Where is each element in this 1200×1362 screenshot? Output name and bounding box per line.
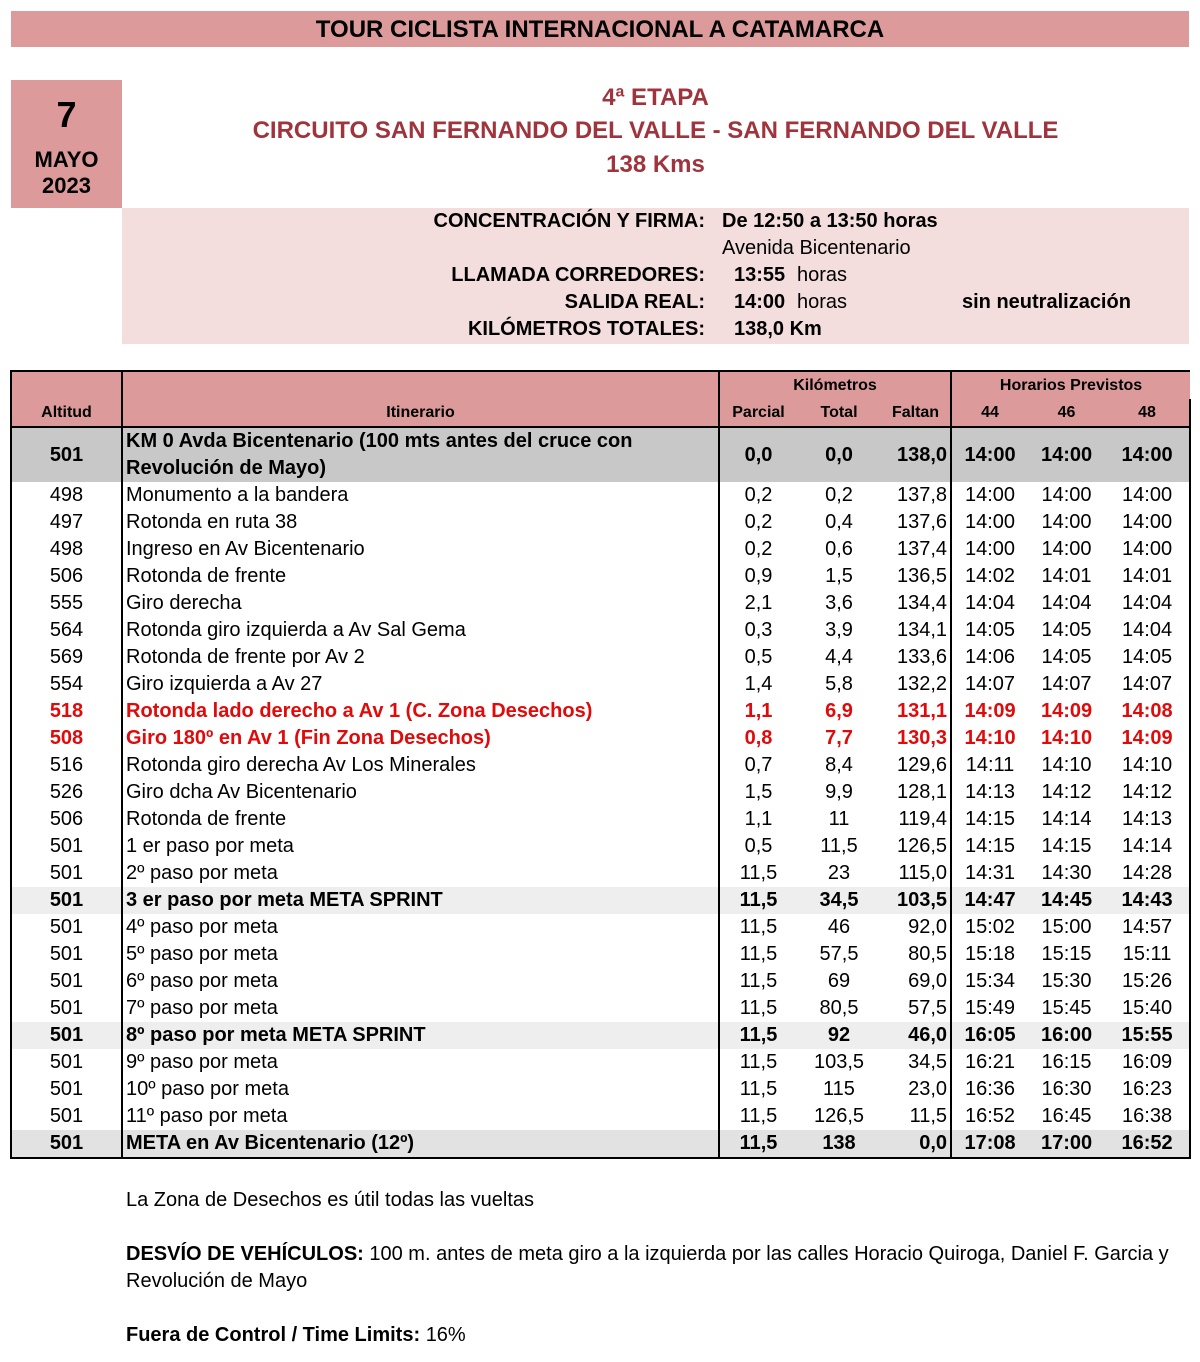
altitude-cell: 501: [11, 1022, 122, 1049]
altitude-cell: 501: [11, 887, 122, 914]
itinerary-cell: Rotonda de frente por Av 2: [122, 644, 719, 671]
time-48-cell: 14:05: [1105, 644, 1190, 671]
remaining-km-cell: 137,8: [881, 482, 951, 509]
partial-km-cell: 11,5: [719, 941, 797, 968]
time-48-cell: 14:08: [1105, 698, 1190, 725]
time-46-cell: 16:45: [1041, 1105, 1092, 1127]
altitude-cell: 501: [11, 968, 122, 995]
header-itinerary-top: [122, 371, 719, 399]
start-time: 14:00: [734, 291, 786, 313]
remaining-km-cell: 46,0: [881, 1022, 951, 1049]
time-48-cell: 14:00: [1105, 536, 1190, 563]
remaining-km-cell: 57,5: [881, 995, 951, 1022]
altitude-cell: 501: [11, 1130, 122, 1158]
remaining-km-cell: 138,0: [881, 427, 951, 482]
total-km-cell: 46: [827, 916, 851, 938]
time-44-cell: 14:11: [951, 752, 1028, 779]
table-row: [11, 563, 1190, 590]
total-km-cell: 7,7: [825, 727, 853, 749]
total-km-cell: 23: [827, 862, 851, 884]
header-total: Total: [797, 399, 881, 427]
itinerary-cell: 1 er paso por meta: [122, 833, 719, 860]
time-44-cell: 14:47: [951, 887, 1028, 914]
header-altitude: Altitud: [11, 399, 122, 427]
remaining-km-cell: 69,0: [881, 968, 951, 995]
time-46-cell: 14:12: [1041, 781, 1092, 803]
header-row-groups: [11, 371, 1190, 399]
remaining-km-cell: 136,5: [881, 563, 951, 590]
remaining-km-cell: 137,6: [881, 509, 951, 536]
table-row: [11, 536, 1190, 563]
table-row: [11, 671, 1190, 698]
time-46-cell: 15:00: [1041, 916, 1092, 938]
itinerary-cell: KM 0 Avda Bicentenario (100 mts antes del cruce con Revolución de Mayo): [122, 427, 719, 482]
partial-km-cell: 0,7: [719, 752, 797, 779]
total-km-cell: 115: [823, 1078, 855, 1100]
altitude-cell: 569: [11, 644, 122, 671]
stage-number: 4ª ETAPA: [602, 84, 709, 111]
altitude-cell: 501: [11, 941, 122, 968]
remaining-km-cell: 137,4: [881, 536, 951, 563]
total-km-cell: 103,5: [813, 1051, 865, 1073]
start-unit: horas: [797, 291, 848, 313]
time-48-cell: 16:09: [1105, 1049, 1190, 1076]
itinerary-cell: Giro dcha Av Bicentenario: [122, 779, 719, 806]
itinerary-cell: 5º paso por meta: [122, 941, 719, 968]
time-48-cell: 14:09: [1105, 725, 1190, 752]
header-speed-44: 44: [951, 399, 1028, 427]
time-44-cell: 14:15: [951, 806, 1028, 833]
partial-km-cell: 0,2: [719, 509, 797, 536]
time-48-cell: 14:00: [1105, 482, 1190, 509]
time-46-cell: 14:10: [1040, 727, 1093, 749]
time-limits-label: Fuera de Control / Time Limits:: [126, 1324, 421, 1346]
table-row: [11, 833, 1190, 860]
total-value: 138,0 Km: [734, 318, 822, 340]
total-label: KILÓMETROS TOTALES:: [467, 318, 705, 340]
partial-km-cell: 11,5: [719, 1103, 797, 1130]
itinerary-cell: 9º paso por meta: [122, 1049, 719, 1076]
remaining-km-cell: 128,1: [881, 779, 951, 806]
partial-km-cell: 11,5: [719, 1049, 797, 1076]
altitude-cell: 497: [11, 509, 122, 536]
stage-distance: 138 Kms: [606, 151, 705, 178]
total-km-cell: 138: [797, 1130, 881, 1158]
table-row: [11, 509, 1190, 536]
stage-info-box: [122, 208, 1189, 344]
partial-km-cell: 0,2: [719, 482, 797, 509]
remaining-km-cell: 34,5: [881, 1049, 951, 1076]
remaining-km-cell: 129,6: [881, 752, 951, 779]
time-46-cell: 14:15: [1041, 835, 1092, 857]
partial-km-cell: 2,1: [719, 590, 797, 617]
time-44-cell: 14:09: [951, 698, 1028, 725]
itinerary-cell: 6º paso por meta: [122, 968, 719, 995]
time-48-cell: 14:57: [1105, 914, 1190, 941]
table-row: [11, 941, 1190, 968]
time-44-cell: 14:04: [951, 590, 1028, 617]
table-row: [11, 725, 1190, 752]
remaining-km-cell: 131,1: [881, 698, 951, 725]
time-44-cell: 14:00: [951, 509, 1028, 536]
remaining-km-cell: 0,0: [881, 1130, 951, 1158]
partial-km-cell: 11,5: [719, 1130, 797, 1158]
time-44-cell: 16:36: [951, 1076, 1028, 1103]
time-48-cell: 16:38: [1105, 1103, 1190, 1130]
altitude-cell: 501: [11, 1076, 122, 1103]
time-48-cell: 14:28: [1105, 860, 1190, 887]
call-unit: horas: [797, 264, 848, 286]
itinerary-cell: META en Av Bicentenario (12º): [122, 1130, 719, 1158]
header-partial: Parcial: [719, 399, 797, 427]
start-label: SALIDA REAL:: [564, 291, 705, 313]
time-44-cell: 14:07: [951, 671, 1028, 698]
partial-km-cell: 11,5: [719, 860, 797, 887]
remaining-km-cell: 126,5: [881, 833, 951, 860]
time-44-cell: 14:31: [951, 860, 1028, 887]
altitude-cell: 506: [11, 806, 122, 833]
partial-km-cell: 11,5: [719, 1022, 797, 1049]
altitude-cell: 501: [11, 1049, 122, 1076]
time-44-cell: 14:02: [951, 563, 1028, 590]
time-44-cell: 14:06: [951, 644, 1028, 671]
partial-km-cell: 11,5: [719, 968, 797, 995]
time-46-cell: 17:00: [1028, 1130, 1105, 1158]
time-46-cell: 14:45: [1028, 887, 1105, 914]
concentration-label: CONCENTRACIÓN Y FIRMA:: [433, 210, 705, 232]
time-44-cell: 14:05: [951, 617, 1028, 644]
total-km-cell: 92: [797, 1022, 881, 1049]
time-limits-note: [126, 1322, 1176, 1349]
time-48-cell: 15:26: [1105, 968, 1190, 995]
partial-km-cell: 0,5: [719, 833, 797, 860]
remaining-km-cell: 80,5: [881, 941, 951, 968]
header-speed-48: 48: [1105, 399, 1190, 427]
remaining-km-cell: 134,4: [881, 590, 951, 617]
total-km-cell: 0,4: [825, 511, 853, 533]
altitude-cell: 518: [11, 698, 122, 725]
detour-text: 100 m. antes de meta giro a la izquierda por las calles Horacio Quiroga, Daniel F. Garcia y Revolución de Mayo: [126, 1243, 1169, 1292]
remaining-km-cell: 92,0: [881, 914, 951, 941]
table-row: [11, 968, 1190, 995]
time-46-cell: 15:15: [1041, 943, 1092, 965]
time-44-cell: 14:00: [951, 427, 1028, 482]
concentration-place: Avenida Bicentenario: [722, 237, 911, 259]
total-km-cell: 0,2: [825, 484, 853, 506]
stage-date: [11, 80, 122, 208]
remaining-km-cell: 130,3: [881, 725, 951, 752]
table-row: [11, 698, 1190, 725]
time-48-cell: 14:04: [1105, 590, 1190, 617]
time-44-cell: 14:15: [951, 833, 1028, 860]
total-km-cell: 57,5: [819, 943, 859, 965]
total-km-cell: 11: [828, 808, 850, 830]
altitude-cell: 526: [11, 779, 122, 806]
total-km-cell: 0,6: [825, 538, 853, 560]
time-44-cell: 14:00: [951, 482, 1028, 509]
altitude-cell: 498: [11, 536, 122, 563]
altitude-cell: 564: [11, 617, 122, 644]
table-row: [11, 1022, 1190, 1049]
itinerary-cell: Rotonda en ruta 38: [122, 509, 719, 536]
total-km-cell: 3,6: [825, 592, 853, 614]
time-46-cell: 15:45: [1041, 997, 1092, 1019]
partial-km-cell: 1,1: [719, 806, 797, 833]
time-44-cell: 15:18: [951, 941, 1028, 968]
altitude-cell: 554: [11, 671, 122, 698]
remaining-km-cell: 23,0: [881, 1076, 951, 1103]
time-46-cell: 14:05: [1041, 619, 1092, 641]
waste-zone-note: La Zona de Desechos es útil todas las vueltas: [126, 1189, 535, 1211]
partial-km-cell: 11,5: [719, 1076, 797, 1103]
total-km-cell: 4,4: [825, 646, 853, 668]
itinerary-rows: [11, 427, 1190, 1158]
total-km-cell: 0,0: [797, 427, 881, 482]
time-48-cell: 15:55: [1105, 1022, 1190, 1049]
table-row: [11, 860, 1190, 887]
table-row: [11, 644, 1190, 671]
itinerary-cell: 4º paso por meta: [122, 914, 719, 941]
partial-km-cell: 11,5: [719, 995, 797, 1022]
partial-km-cell: 11,5: [719, 887, 797, 914]
time-44-cell: 14:13: [951, 779, 1028, 806]
time-48-cell: 16:52: [1105, 1130, 1190, 1158]
stage-route: CIRCUITO SAN FERNANDO DEL VALLE - SAN FERNANDO DEL VALLE: [252, 117, 1059, 144]
detour-note: [126, 1241, 1176, 1295]
time-46-cell: 16:00: [1028, 1022, 1105, 1049]
total-km-cell: 8,4: [825, 754, 853, 776]
remaining-km-cell: 115,0: [881, 860, 951, 887]
time-46-cell: 14:00: [1041, 511, 1092, 533]
partial-km-cell: 1,4: [719, 671, 797, 698]
table-row: [11, 1103, 1190, 1130]
time-44-cell: 16:52: [951, 1103, 1028, 1130]
altitude-cell: 498: [11, 482, 122, 509]
time-46-cell: 14:00: [1041, 538, 1092, 560]
time-limits-value: 16%: [425, 1324, 466, 1346]
itinerary-cell: Ingreso en Av Bicentenario: [122, 536, 719, 563]
remaining-km-cell: 11,5: [881, 1103, 951, 1130]
altitude-cell: 501: [11, 833, 122, 860]
partial-km-cell: 1,1: [719, 698, 797, 725]
partial-km-cell: 1,5: [719, 779, 797, 806]
time-46-cell: 14:01: [1041, 565, 1092, 587]
date-month: MAYO: [34, 147, 99, 172]
header-remaining: Faltan: [881, 399, 951, 427]
header-speed-46: 46: [1028, 399, 1105, 427]
call-time: 13:55: [734, 264, 786, 286]
table-row: [11, 617, 1190, 644]
time-46-cell: 16:15: [1041, 1051, 1092, 1073]
itinerary-cell: 10º paso por meta: [122, 1076, 719, 1103]
itinerary-table: [10, 370, 1191, 1159]
altitude-cell: 501: [11, 860, 122, 887]
time-44-cell: 16:05: [951, 1022, 1028, 1049]
table-row: [11, 590, 1190, 617]
call-label: LLAMADA CORREDORES:: [451, 264, 705, 286]
total-km-cell: 9,9: [825, 781, 853, 803]
concentration-value: De 12:50 a 13:50 horas: [722, 210, 938, 232]
time-48-cell: 14:01: [1105, 563, 1190, 590]
altitude-cell: 501: [11, 995, 122, 1022]
itinerary-cell: Rotonda giro derecha Av Los Minerales: [122, 752, 719, 779]
time-48-cell: 15:11: [1105, 941, 1190, 968]
table-row: [11, 806, 1190, 833]
table-row: [11, 482, 1190, 509]
remaining-km-cell: 133,6: [881, 644, 951, 671]
date-year: 2023: [42, 173, 91, 198]
itinerary-cell: Rotonda lado derecho a Av 1 (C. Zona Desechos): [122, 698, 719, 725]
header-km-group: Kilómetros: [719, 371, 951, 399]
itinerary-cell: 7º paso por meta: [122, 995, 719, 1022]
itinerary-cell: 8º paso por meta META SPRINT: [122, 1022, 719, 1049]
table-row: [11, 752, 1190, 779]
partial-km-cell: 0,0: [719, 427, 797, 482]
itinerary-cell: Rotonda de frente: [122, 563, 719, 590]
altitude-cell: 501: [11, 427, 122, 482]
total-km-cell: 1,5: [825, 565, 853, 587]
time-46-cell: 15:30: [1041, 970, 1092, 992]
time-46-cell: 14:00: [1041, 484, 1092, 506]
table-row: [11, 427, 1190, 482]
header-altitude-top: [11, 371, 122, 399]
total-km-cell: 80,5: [819, 997, 859, 1019]
time-46-cell: 14:14: [1041, 808, 1092, 830]
itinerary-cell: 3 er paso por meta META SPRINT: [122, 887, 719, 914]
time-48-cell: 16:23: [1105, 1076, 1190, 1103]
remaining-km-cell: 132,2: [881, 671, 951, 698]
itinerary-cell: Giro derecha: [122, 590, 719, 617]
itinerary-cell: Rotonda de frente: [122, 806, 719, 833]
time-46-cell: 16:30: [1041, 1078, 1092, 1100]
itinerary-cell: Giro 180º en Av 1 (Fin Zona Desechos): [122, 725, 719, 752]
time-46-cell: 14:09: [1040, 700, 1093, 722]
total-km-cell: 11,5: [820, 835, 858, 857]
table-row: [11, 995, 1190, 1022]
time-44-cell: 15:02: [951, 914, 1028, 941]
total-km-cell: 34,5: [797, 887, 881, 914]
time-44-cell: 17:08: [951, 1130, 1028, 1158]
time-48-cell: 15:40: [1105, 995, 1190, 1022]
table-row: [11, 1049, 1190, 1076]
header-row-columns: [11, 399, 1190, 427]
altitude-cell: 508: [11, 725, 122, 752]
table-row: [11, 779, 1190, 806]
time-46-cell: 14:10: [1041, 754, 1092, 776]
time-48-cell: 14:12: [1105, 779, 1190, 806]
time-44-cell: 16:21: [951, 1049, 1028, 1076]
altitude-cell: 555: [11, 590, 122, 617]
time-48-cell: 14:00: [1105, 509, 1190, 536]
itinerary-cell: Rotonda giro izquierda a Av Sal Gema: [122, 617, 719, 644]
time-48-cell: 14:10: [1105, 752, 1190, 779]
altitude-cell: 516: [11, 752, 122, 779]
itinerary-cell: 11º paso por meta: [122, 1103, 719, 1130]
header-times-group: Horarios Previstos: [951, 371, 1190, 399]
table-row: [11, 1130, 1190, 1158]
race-title: TOUR CICLISTA INTERNACIONAL A CATAMARCA: [11, 11, 1189, 47]
time-48-cell: 14:13: [1105, 806, 1190, 833]
time-48-cell: 14:07: [1105, 671, 1190, 698]
itinerary-cell: Monumento a la bandera: [122, 482, 719, 509]
partial-km-cell: 0,2: [719, 536, 797, 563]
header-itinerary: Itinerario: [122, 399, 719, 427]
detour-label: DESVÍO DE VEHÍCULOS:: [126, 1243, 364, 1265]
total-km-cell: 6,9: [825, 700, 853, 722]
altitude-cell: 501: [11, 914, 122, 941]
altitude-cell: 501: [11, 1103, 122, 1130]
partial-km-cell: 0,9: [719, 563, 797, 590]
total-km-cell: 3,9: [825, 619, 853, 641]
partial-km-cell: 11,5: [719, 914, 797, 941]
itinerary-cell: Giro izquierda a Av 27: [122, 671, 719, 698]
time-44-cell: 14:00: [951, 536, 1028, 563]
time-44-cell: 15:34: [951, 968, 1028, 995]
total-km-cell: 5,8: [825, 673, 853, 695]
total-km-cell: 126,5: [813, 1105, 865, 1127]
time-46-cell: 14:04: [1041, 592, 1092, 614]
time-46-cell: 14:07: [1041, 673, 1092, 695]
time-46-cell: 14:30: [1041, 862, 1092, 884]
partial-km-cell: 0,8: [719, 725, 797, 752]
total-km-cell: 69: [827, 970, 851, 992]
remaining-km-cell: 119,4: [881, 806, 951, 833]
remaining-km-cell: 103,5: [881, 887, 951, 914]
remaining-km-cell: 134,1: [881, 617, 951, 644]
altitude-cell: 506: [11, 563, 122, 590]
time-48-cell: 14:00: [1105, 427, 1190, 482]
partial-km-cell: 0,3: [719, 617, 797, 644]
time-48-cell: 14:43: [1105, 887, 1190, 914]
time-48-cell: 14:14: [1105, 833, 1190, 860]
time-46-cell: 14:00: [1028, 427, 1105, 482]
time-48-cell: 14:04: [1105, 617, 1190, 644]
table-row: [11, 914, 1190, 941]
time-44-cell: 14:10: [951, 725, 1028, 752]
start-note: sin neutralización: [962, 291, 1131, 313]
table-row: [11, 1076, 1190, 1103]
date-day: 7: [56, 94, 77, 135]
itinerary-cell: 2º paso por meta: [122, 860, 719, 887]
partial-km-cell: 0,5: [719, 644, 797, 671]
time-46-cell: 14:05: [1041, 646, 1092, 668]
table-row: [11, 887, 1190, 914]
time-44-cell: 15:49: [951, 995, 1028, 1022]
